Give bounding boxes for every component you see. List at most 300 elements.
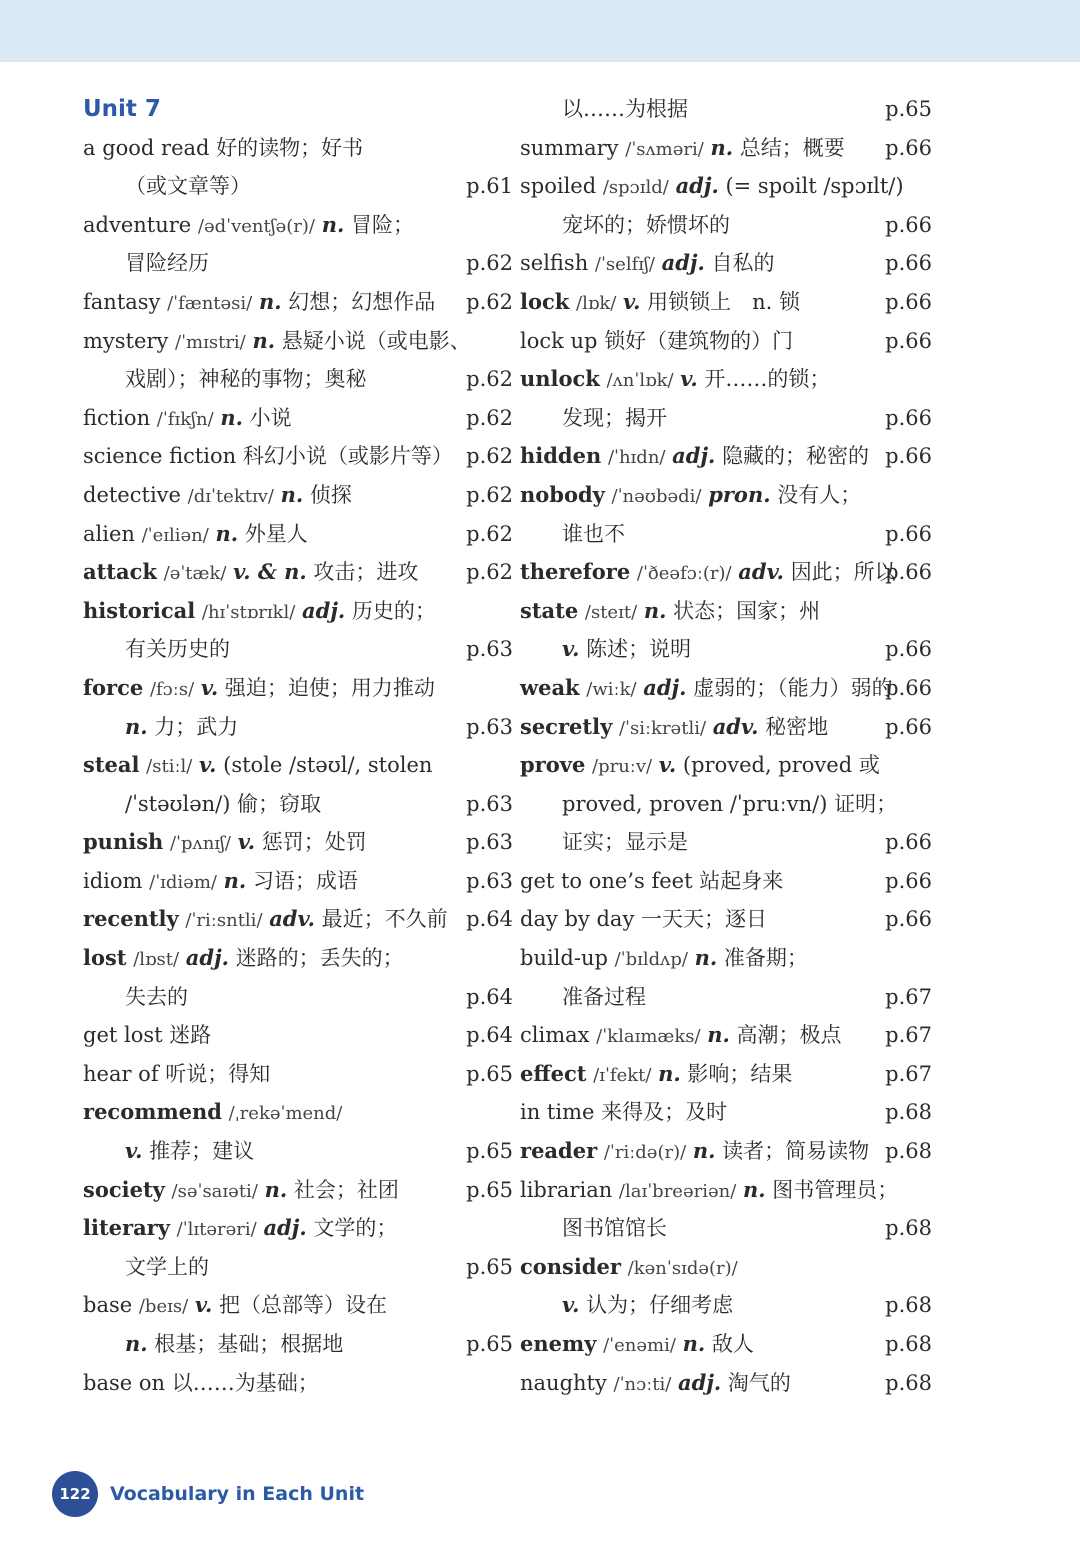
vocab-entry — [520, 167, 932, 206]
vocab-entry — [520, 476, 932, 515]
page-ref: p.62 — [466, 405, 513, 430]
phonetic: /səˈsaɪəti/ — [171, 1180, 258, 1202]
headword: get lost — [83, 1023, 163, 1048]
entry-continuation — [520, 978, 932, 1017]
vocab-column-left — [83, 90, 513, 1402]
phonetic: /ˈenəmi/ — [603, 1335, 676, 1356]
headword: day by day — [520, 907, 635, 932]
phonetic: /kənˈsɪdə(r)/ — [627, 1257, 738, 1279]
definition: 戏剧）；神秘的事物；奥秘 — [125, 367, 367, 392]
phonetic: /ˈriːsntli/ — [185, 910, 263, 932]
vocab-entry — [520, 669, 932, 708]
page-ref: p.66 — [885, 907, 932, 932]
phonetic: /ˈmɪstri/ — [175, 331, 246, 353]
headword: recently — [83, 906, 179, 932]
definition: (proved, proved 或 — [682, 753, 880, 778]
definition: （或文章等） — [125, 174, 251, 199]
headword: selfish — [520, 251, 589, 276]
entry-continuation — [520, 630, 932, 669]
phonetic: /steɪt/ — [584, 601, 638, 623]
definition: 惩罚；处罚 — [261, 830, 367, 855]
headword: base — [83, 1293, 133, 1318]
phonetic: /ˈsʌməri/ — [625, 138, 704, 160]
part-of-speech: n. — [258, 288, 282, 314]
entry-continuation — [520, 1286, 932, 1325]
headword: steal — [83, 752, 140, 778]
page-ref: p.63 — [466, 714, 513, 739]
page-ref: p.64 — [466, 1023, 513, 1048]
vocab-entry — [83, 1364, 513, 1403]
headword: detective — [83, 482, 181, 507]
phonetic: /wiːk/ — [586, 678, 637, 700]
page-ref: p.66 — [885, 212, 932, 237]
phonetic: /ˈeɪliən/ — [141, 524, 209, 546]
part-of-speech: n. — [252, 327, 276, 353]
definition: 失去的 — [125, 984, 188, 1009]
definition: 宠坏的；娇惯坏的 — [562, 212, 730, 237]
page-ref: p.66 — [885, 560, 932, 585]
vocab-entry — [520, 1171, 932, 1210]
part-of-speech: v. — [200, 674, 219, 700]
phonetic: /ˈlɪtərəri/ — [176, 1219, 257, 1241]
page-ref: p.66 — [885, 251, 932, 276]
part-of-speech: pron. — [708, 481, 771, 507]
vocab-entry — [520, 1325, 932, 1364]
entry-continuation — [83, 708, 513, 747]
page-ref: p.66 — [885, 675, 932, 700]
unit-title: Unit 7 — [83, 96, 161, 122]
page-ref: p.63 — [466, 868, 513, 893]
headword: state — [520, 597, 579, 623]
headword: punish — [83, 829, 164, 855]
page-ref: p.68 — [885, 1100, 932, 1125]
vocab-entry — [520, 1364, 932, 1403]
phonetic: /lɒst/ — [133, 949, 180, 971]
definition: 最近；不久前 — [321, 907, 448, 932]
headword: spoiled — [520, 174, 597, 199]
vocab-entry — [83, 1093, 513, 1132]
phonetic: /ˈnəʊbədi/ — [611, 485, 702, 507]
part-of-speech: adj. — [185, 945, 229, 971]
phonetic: /fɔːs/ — [149, 678, 195, 700]
definition: 推荐；建议 — [149, 1139, 255, 1164]
definition: 隐藏的；秘密的 — [722, 444, 870, 469]
definition: 幻想；幻想作品 — [288, 289, 436, 314]
definition: 迷路 — [169, 1023, 212, 1048]
headword: hidden — [520, 443, 602, 469]
vocab-entry — [520, 1248, 932, 1287]
vocab-entry — [520, 244, 932, 283]
page-ref: p.65 — [466, 1177, 513, 1202]
vocab-entry — [520, 1016, 932, 1055]
headword: recommend — [83, 1099, 222, 1125]
headword: adventure — [83, 212, 192, 237]
page-ref: p.68 — [885, 1332, 932, 1356]
vocab-entry — [520, 322, 932, 361]
page-ref: p.65 — [885, 97, 932, 121]
vocab-entry — [520, 129, 932, 168]
headword: consider — [520, 1253, 621, 1279]
entry-continuation — [83, 630, 513, 669]
page-ref: p.62 — [466, 444, 513, 469]
part-of-speech: n. — [742, 1176, 766, 1202]
headword: idiom — [83, 868, 143, 893]
definition: 小说 — [249, 405, 292, 430]
page-ref: p.67 — [885, 1023, 932, 1048]
headword: librarian — [520, 1177, 613, 1202]
definition: 开……的锁； — [704, 367, 831, 392]
page-ref: p.68 — [885, 1293, 932, 1318]
headword: weak — [520, 674, 580, 700]
phonetic: /ədˈventʃə(r)/ — [197, 215, 315, 237]
vocab-entry — [520, 708, 932, 747]
definition: 以……为基础； — [171, 1370, 319, 1395]
page-ref: p.62 — [466, 367, 513, 392]
part-of-speech: v. — [562, 1292, 580, 1318]
definition: 外星人 — [244, 521, 308, 546]
phonetic: /lɒk/ — [576, 292, 617, 314]
definition: 攻击；进攻 — [313, 560, 419, 585]
phonetic: /beɪs/ — [138, 1296, 189, 1318]
part-of-speech: v. — [199, 752, 217, 778]
definition: 总结；概要 — [739, 135, 845, 160]
definition: 好的读物；好书 — [216, 135, 364, 160]
definition: 自私的 — [711, 251, 775, 276]
entry-continuation — [520, 206, 932, 245]
phonetic: /ˈsiːkrətli/ — [618, 717, 707, 739]
headword: lock — [520, 288, 570, 314]
entry-continuation — [520, 1209, 932, 1248]
definition: 证实；显示是 — [562, 830, 688, 855]
part-of-speech: v. — [237, 829, 256, 855]
headword: mystery — [83, 328, 169, 353]
page-footer — [52, 1472, 364, 1516]
definition: /ˈstəʊlən/) 偷；窃取 — [125, 791, 322, 816]
phonetic: /ˈselfɪʃ/ — [594, 254, 655, 276]
part-of-speech: v. & n. — [233, 559, 307, 585]
definition: 淘气的 — [727, 1370, 791, 1395]
phonetic: /ˈɪdiəm/ — [149, 871, 217, 893]
entry-continuation — [83, 1248, 513, 1287]
part-of-speech: adj. — [661, 250, 705, 276]
phonetic: /ˌrekəˈmend/ — [228, 1103, 343, 1125]
headword: force — [83, 674, 144, 700]
vocab-entry — [83, 1171, 513, 1210]
vocab-entry — [83, 476, 513, 515]
entry-continuation — [83, 244, 513, 283]
part-of-speech: n. — [215, 520, 239, 546]
vocab-entry — [83, 1209, 513, 1248]
part-of-speech: n. — [694, 945, 718, 971]
part-of-speech: v. — [658, 752, 677, 778]
vocab-entry — [520, 1132, 932, 1171]
page-number-badge: 122 — [52, 1471, 98, 1517]
vocab-entry — [83, 1016, 513, 1055]
page-ref: p.62 — [466, 289, 513, 314]
part-of-speech: n. — [643, 597, 667, 623]
definition: 认为；仔细考虑 — [586, 1293, 734, 1318]
entry-continuation — [83, 167, 513, 206]
definition: 图书管理员； — [772, 1177, 899, 1202]
entry-continuation — [520, 515, 932, 554]
headword: reader — [520, 1138, 598, 1164]
phonetic: /ˈðeəfɔː(r)/ — [636, 563, 732, 585]
vocab-entry — [520, 862, 932, 901]
definition: 准备期； — [723, 946, 808, 971]
definition: 虚弱的；（能力）弱的 — [693, 675, 893, 700]
phonetic: /əˈtæk/ — [163, 563, 227, 585]
part-of-speech: adj. — [672, 443, 716, 469]
headword: attack — [83, 559, 157, 585]
part-of-speech: n. — [220, 404, 243, 430]
definition: 秘密地 — [765, 714, 829, 739]
part-of-speech: n. — [125, 713, 148, 739]
definition: 发现；揭开 — [562, 405, 667, 430]
vocab-entry — [83, 939, 513, 978]
vocab-entry — [520, 746, 932, 785]
entry-continuation — [83, 1325, 513, 1364]
headword: enemy — [520, 1331, 597, 1356]
headword: hear of — [83, 1061, 159, 1086]
part-of-speech: n. — [710, 134, 734, 160]
phonetic: /ˈklaɪmæks/ — [596, 1026, 701, 1048]
definition: 悬疑小说（或电影、 — [281, 328, 471, 353]
headword: society — [83, 1176, 165, 1202]
definition: (stole /stəʊl/, stolen — [223, 753, 433, 778]
phonetic: /laɪˈbreəriən/ — [618, 1180, 737, 1202]
page-ref: p.62 — [466, 560, 513, 585]
phonetic: /dɪˈtektɪv/ — [187, 485, 274, 507]
definition: 准备过程 — [562, 984, 646, 1009]
headword: effect — [520, 1060, 587, 1086]
entry-continuation — [520, 399, 932, 438]
page-ref: p.68 — [885, 1139, 932, 1164]
vocab-entry — [83, 1286, 513, 1325]
part-of-speech: v. — [194, 1292, 213, 1318]
page-ref: p.67 — [885, 1061, 932, 1086]
headword: science fiction — [83, 444, 237, 469]
part-of-speech: n. — [658, 1060, 681, 1086]
vocab-entry — [83, 90, 513, 129]
definition: 文学上的 — [125, 1254, 209, 1279]
headword: literary — [83, 1215, 170, 1241]
definition: 一天天；逐日 — [641, 907, 767, 932]
definition: 陈述；说明 — [586, 637, 692, 662]
definition: 冒险； — [350, 212, 414, 237]
page-ref: p.65 — [466, 1139, 513, 1164]
phonetic: /pruːv/ — [592, 756, 653, 778]
phonetic: /ˈbɪldʌp/ — [614, 949, 688, 971]
vocab-entry — [520, 360, 932, 399]
part-of-speech: n. — [707, 1022, 730, 1048]
page-ref: p.62 — [466, 482, 513, 507]
entry-continuation — [520, 823, 932, 862]
headword: base on — [83, 1370, 166, 1395]
vocab-column-right — [520, 90, 932, 1402]
part-of-speech: adv. — [738, 559, 784, 585]
page-ref: p.65 — [466, 1254, 513, 1279]
definition: 影响；结果 — [687, 1061, 793, 1086]
part-of-speech: n. — [321, 211, 345, 237]
definition: 科幻小说（或影片等） — [242, 444, 453, 469]
definition: 文学的； — [313, 1216, 398, 1241]
vocab-entry — [83, 592, 513, 631]
definition: 站起身来 — [699, 868, 784, 893]
page-ref: p.66 — [885, 328, 932, 353]
definition: proved, proven /ˈpruːvn/) 证明； — [562, 791, 898, 816]
headword: in time — [520, 1100, 595, 1125]
entry-continuation — [520, 785, 932, 824]
vocab-entry — [520, 900, 932, 939]
part-of-speech: adv. — [712, 713, 759, 739]
page-ref: p.64 — [466, 984, 513, 1009]
vocab-entry — [83, 437, 513, 476]
entry-continuation — [520, 90, 932, 129]
vocab-entry — [83, 900, 513, 939]
headword: build-up — [520, 946, 608, 971]
page-ref: p.68 — [885, 1370, 932, 1395]
part-of-speech: adj. — [263, 1215, 307, 1241]
vocab-entry — [520, 437, 932, 476]
headword: alien — [83, 521, 135, 546]
page-ref: p.63 — [466, 830, 513, 855]
headword: historical — [83, 597, 196, 623]
page-ref: p.66 — [885, 714, 932, 739]
headword: naughty — [520, 1370, 607, 1395]
phonetic: /hɪˈstɒrɪkl/ — [201, 601, 296, 623]
definition: 来得及；及时 — [601, 1100, 728, 1125]
section-title: Vocabulary in Each Unit — [110, 1483, 365, 1505]
part-of-speech: v. — [125, 1138, 143, 1164]
vocab-entry — [83, 515, 513, 554]
definition: (= spoilt /spɔɪlt/) — [725, 174, 904, 199]
page-ref: p.66 — [885, 637, 932, 662]
phonetic: /ˈhɪdn/ — [607, 447, 666, 469]
part-of-speech: v. — [623, 288, 641, 314]
page-ref: p.63 — [466, 791, 513, 816]
page-ref: p.62 — [466, 251, 513, 276]
headword: fantasy — [83, 289, 161, 314]
page-ref: p.66 — [885, 135, 932, 160]
part-of-speech: n. — [125, 1331, 148, 1356]
headword: get to one’s feet — [520, 868, 693, 893]
vocab-entry — [83, 1055, 513, 1094]
definition: 没有人； — [777, 482, 862, 507]
entry-continuation — [83, 1132, 513, 1171]
vocab-entry — [83, 399, 513, 438]
definition: 高潮；极点 — [736, 1023, 842, 1048]
page-ref: p.66 — [885, 405, 932, 430]
definition: 力；武力 — [154, 714, 239, 739]
entry-continuation — [83, 785, 513, 824]
definition: 冒险经历 — [125, 251, 209, 276]
headword: summary — [520, 135, 619, 160]
definition: 社会；社团 — [293, 1177, 399, 1202]
vocab-entry — [83, 129, 513, 168]
phonetic: /ˈpʌnɪʃ/ — [169, 833, 231, 855]
vocab-entry — [520, 1093, 932, 1132]
page-ref: p.66 — [885, 444, 932, 469]
part-of-speech: n. — [280, 481, 304, 507]
entry-continuation — [83, 978, 513, 1017]
definition: 锁好（建筑物的）门 — [604, 328, 794, 353]
page-ref: p.66 — [885, 830, 932, 855]
part-of-speech: n. — [223, 867, 247, 893]
vocab-entry — [83, 669, 513, 708]
definition: 敌人 — [711, 1332, 754, 1356]
headword: prove — [520, 752, 586, 778]
definition: 有关历史的 — [125, 637, 230, 662]
page-ref: p.66 — [885, 868, 932, 893]
definition: 强迫；迫使；用力推动 — [224, 675, 435, 700]
page-ref: p.62 — [466, 521, 513, 546]
phonetic: /ˈfæntəsi/ — [167, 292, 253, 314]
top-color-band — [0, 0, 1080, 62]
entry-continuation — [83, 360, 513, 399]
definition: 根基；基础；根据地 — [154, 1332, 344, 1356]
part-of-speech: n. — [682, 1331, 706, 1356]
headword: unlock — [520, 366, 600, 392]
vocab-entry — [83, 322, 513, 361]
definition: 把（总部等）设在 — [218, 1293, 387, 1318]
page-ref: p.68 — [885, 1216, 932, 1241]
vocab-entry — [520, 283, 932, 322]
page-ref: p.64 — [466, 907, 513, 932]
part-of-speech: v. — [562, 636, 580, 662]
vocab-entry — [83, 283, 513, 322]
part-of-speech: v. — [680, 366, 698, 392]
phonetic: /ˈfɪkʃn/ — [156, 408, 214, 430]
definition: 以……为根据 — [562, 97, 688, 121]
page-ref: p.63 — [466, 637, 513, 662]
definition: 侦探 — [309, 482, 352, 507]
headword: lost — [83, 945, 127, 971]
headword: fiction — [83, 405, 151, 430]
page-ref: p.66 — [885, 521, 932, 546]
vocab-entry — [83, 206, 513, 245]
vocab-entry — [520, 592, 932, 631]
headword: a good read — [83, 135, 210, 160]
part-of-speech: n. — [264, 1176, 288, 1202]
page-ref: p.65 — [466, 1061, 513, 1086]
phonetic: /ʌnˈlɒk/ — [606, 370, 674, 392]
definition: 用锁锁上 n. 锁 — [647, 289, 800, 314]
phonetic: /ɪˈfekt/ — [593, 1064, 652, 1086]
part-of-speech: adj. — [643, 674, 687, 700]
part-of-speech: adj. — [302, 597, 346, 623]
part-of-speech: adj. — [678, 1369, 722, 1395]
definition: 习语；成语 — [252, 868, 358, 893]
vocab-entry — [83, 553, 513, 592]
definition: 谁也不 — [562, 521, 625, 546]
vocab-entry — [83, 823, 513, 862]
page-ref: p.65 — [466, 1332, 513, 1356]
page-ref: p.61 — [466, 174, 513, 199]
headword: nobody — [520, 481, 605, 507]
definition: 图书馆馆长 — [562, 1216, 667, 1241]
definition: 读者；简易读物 — [722, 1139, 870, 1164]
headword: climax — [520, 1023, 590, 1048]
definition: 历史的； — [351, 598, 436, 623]
definition: 听说；得知 — [165, 1061, 271, 1086]
headword: therefore — [520, 559, 631, 585]
vocab-entry — [83, 862, 513, 901]
part-of-speech: n. — [692, 1138, 716, 1164]
page-ref: p.67 — [885, 984, 932, 1009]
part-of-speech: adj. — [675, 173, 719, 199]
headword: lock up — [520, 328, 598, 353]
part-of-speech: adv. — [269, 906, 315, 932]
